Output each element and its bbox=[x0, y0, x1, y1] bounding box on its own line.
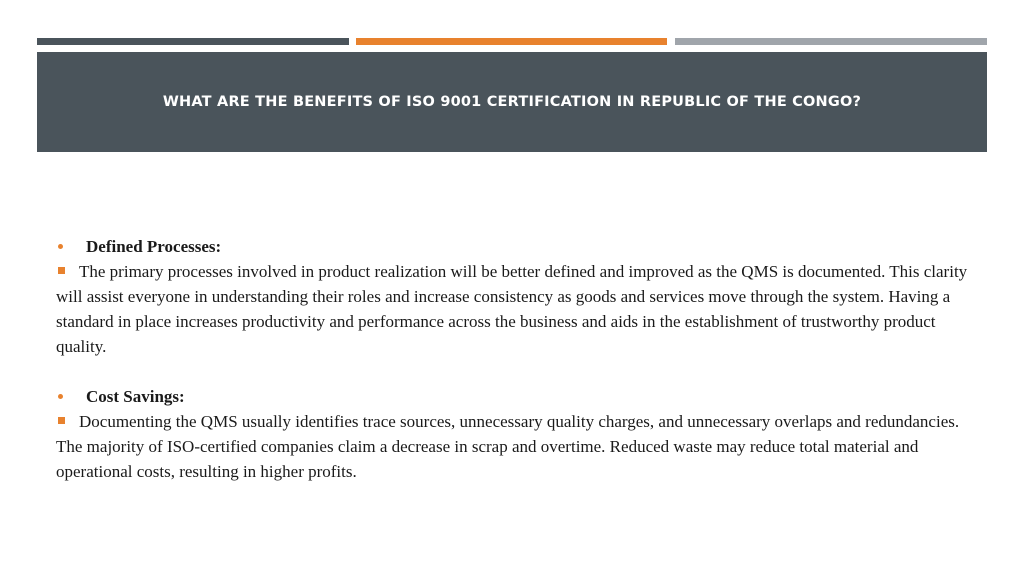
slide-title: WHAT ARE THE BENEFITS OF ISO 9001 CERTIFICATION IN REPUBLIC OF THE CONGO? bbox=[162, 94, 862, 110]
section-paragraph bbox=[56, 259, 986, 359]
section-paragraph bbox=[56, 409, 986, 484]
accent-bar-dark bbox=[37, 38, 349, 45]
dot-bullet-icon bbox=[58, 244, 63, 249]
section-cost-savings bbox=[56, 384, 986, 484]
section-heading: Cost Savings: bbox=[86, 387, 185, 406]
square-bullet-icon bbox=[58, 267, 65, 274]
section-gap bbox=[56, 359, 986, 384]
section-body: Documenting the QMS usually identifies trace sources, unnecessary quality charges, and unnecessary overlaps and redundancies. The majority of ISO-certified companies claim a decrease in scrap and overtime. Reduced waste may reduce total material and operational costs, resulting in higher profits. bbox=[56, 412, 960, 481]
section-defined-processes bbox=[56, 234, 986, 359]
square-bullet-icon bbox=[58, 417, 65, 424]
accent-bar-gray bbox=[675, 38, 987, 45]
section-body: The primary processes involved in product realization will be better defined and improved as the QMS is documented. This clarity will assist everyone in understanding their roles and increase consistency as goods and services move through the system. Having a standard in place increases productivity and performance across the business and aids in the establishment of trustworthy product quality. bbox=[56, 262, 968, 356]
section-heading: Defined Processes: bbox=[86, 237, 222, 256]
title-band bbox=[37, 52, 987, 152]
section-heading-line bbox=[56, 384, 986, 409]
accent-bar-orange bbox=[356, 38, 667, 45]
dot-bullet-icon bbox=[58, 394, 63, 399]
section-heading-line bbox=[56, 234, 986, 259]
slide-content bbox=[56, 234, 986, 484]
